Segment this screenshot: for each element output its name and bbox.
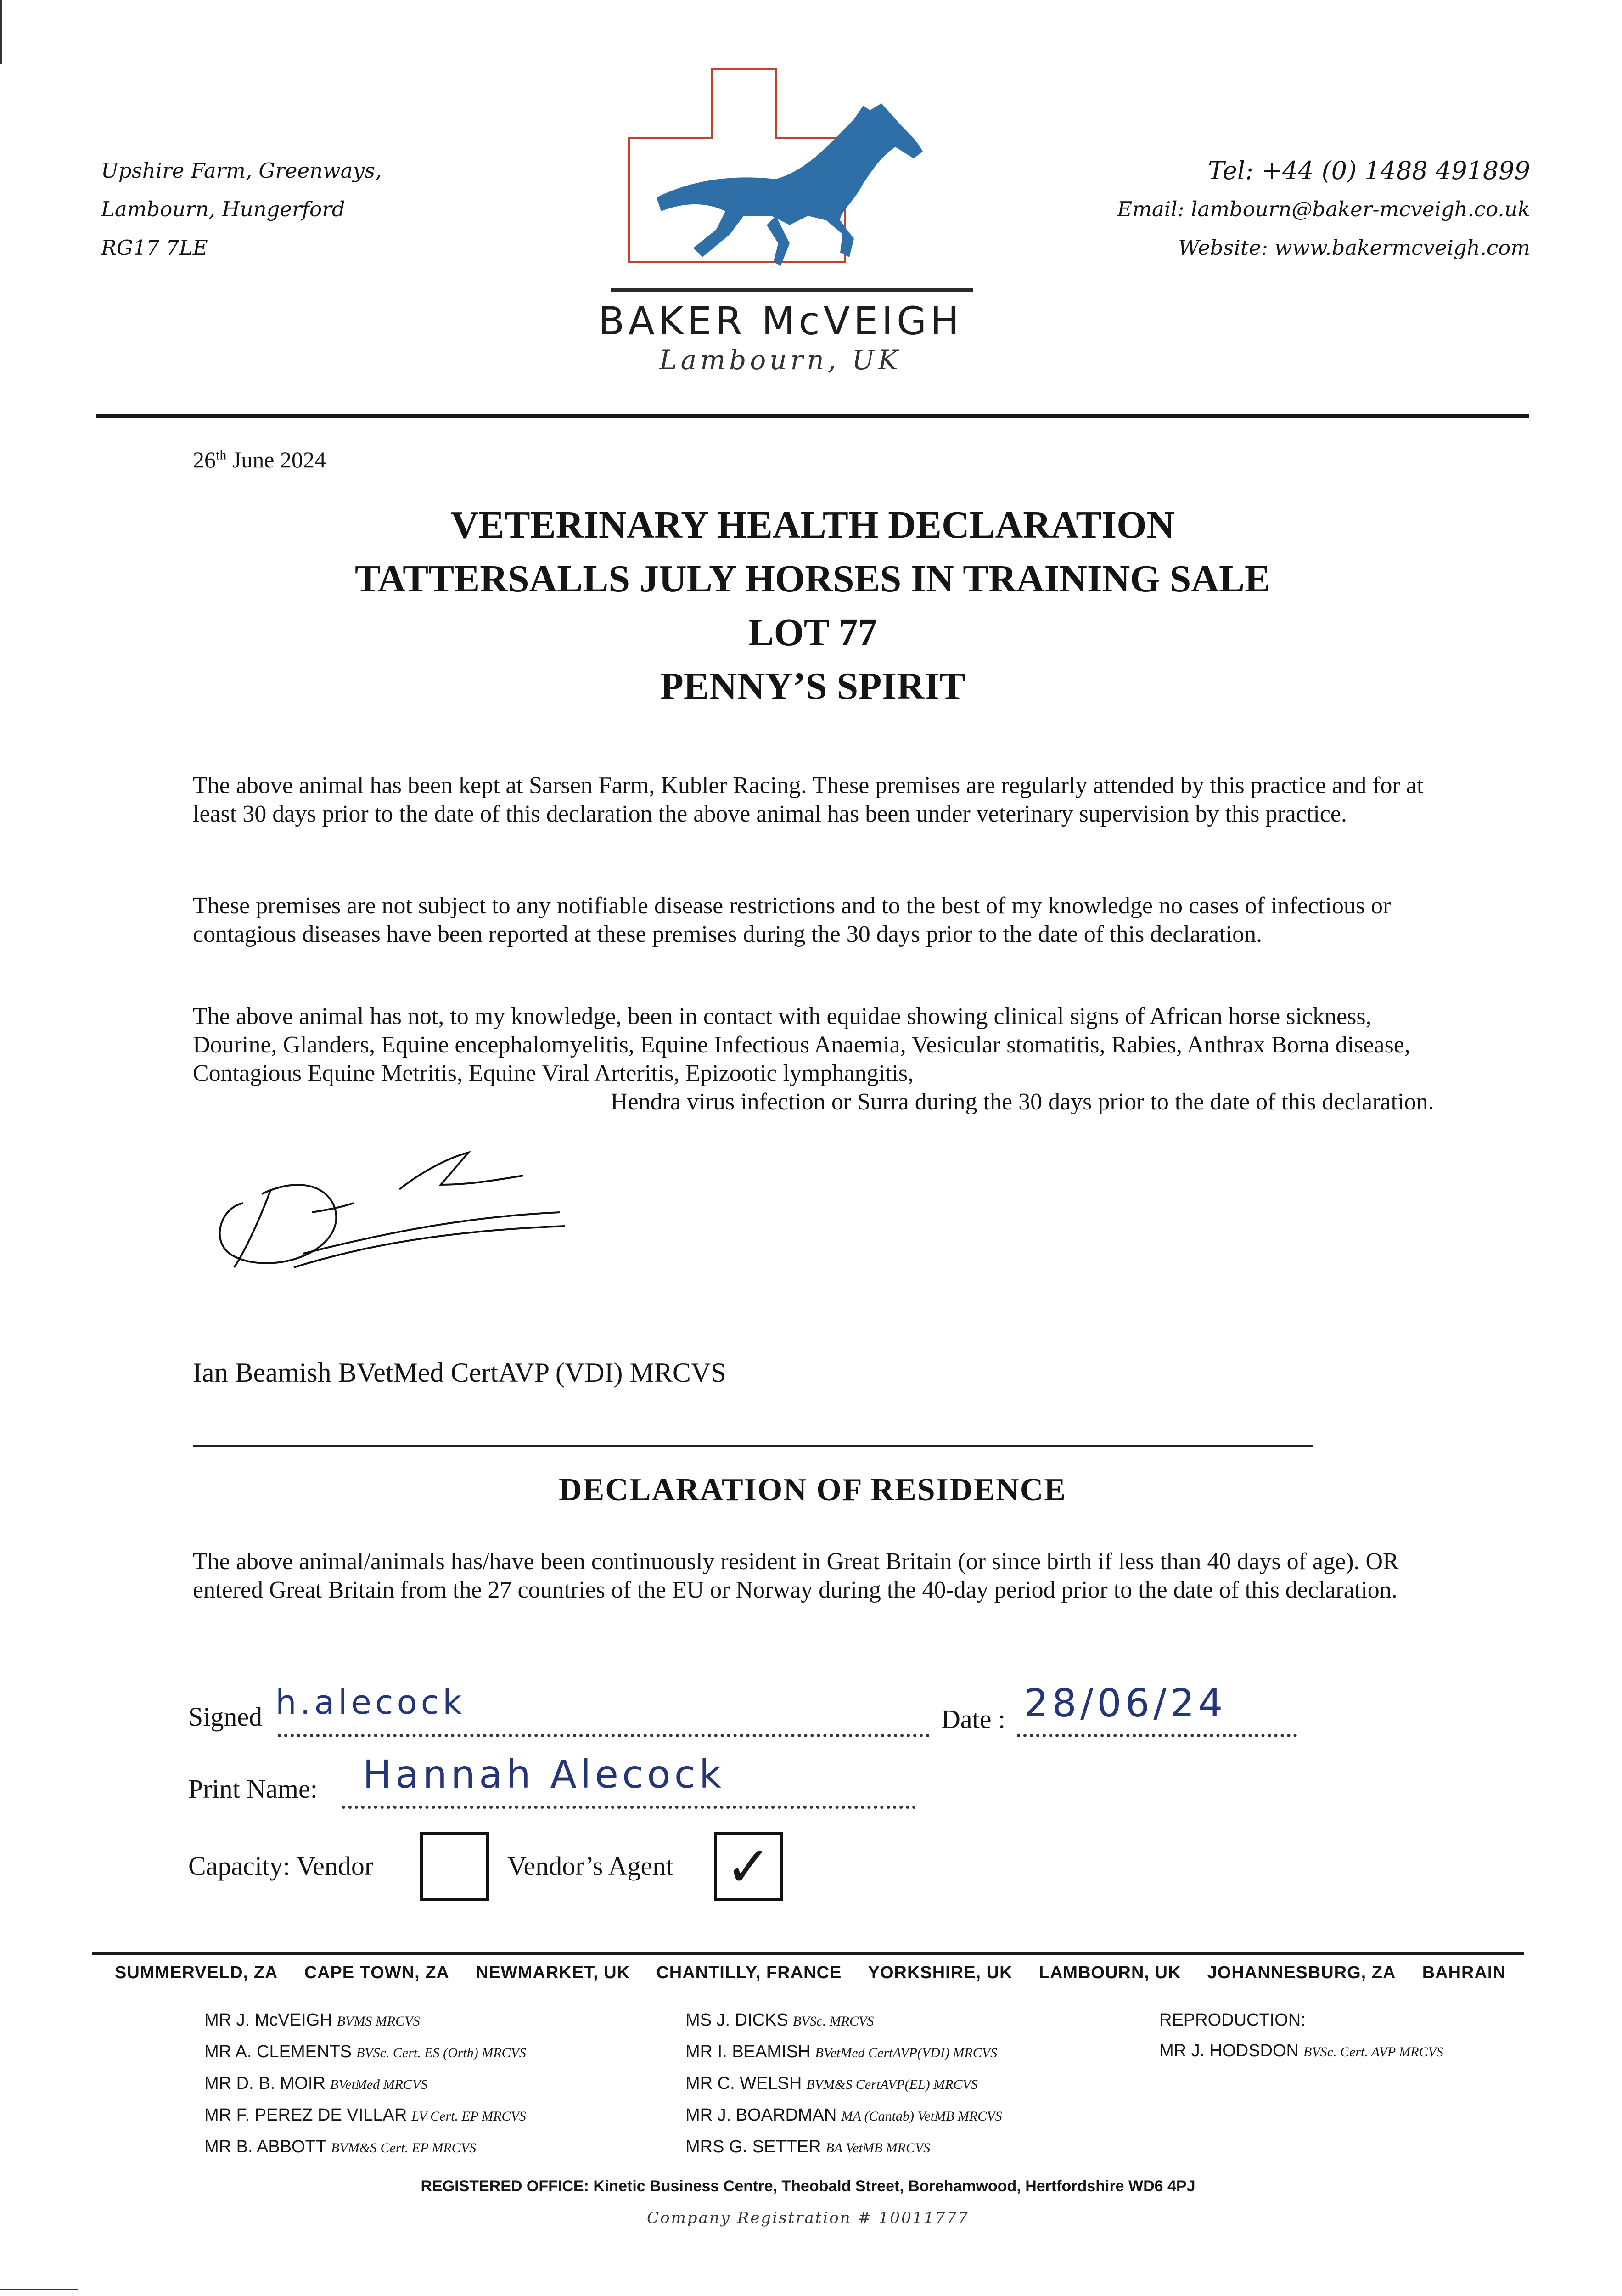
address-line: Upshire Farm, Greenways, — [101, 158, 382, 183]
section-divider — [193, 1445, 1313, 1447]
staff-name: MR F. PEREZ DE VILLAR — [204, 2105, 407, 2125]
staff-entry — [1159, 2036, 1443, 2067]
staff-qualification: BVetMed CertAVP(VDI) MRCVS — [815, 2045, 998, 2060]
staff-name: MR C. WELSH — [685, 2074, 802, 2093]
date-day: 26 — [193, 447, 216, 473]
scan-edge-mark — [0, 0, 2, 64]
title-line: LOT 77 — [748, 611, 877, 654]
staff-qualification: BVetMed MRCVS — [330, 2077, 428, 2092]
header-divider — [96, 414, 1529, 418]
location-item: SUMMERVELD, ZA — [115, 1963, 278, 1982]
date-line — [1017, 1734, 1297, 1737]
contact-email: Email: lambourn@baker-mcveigh.co.uk — [1117, 197, 1530, 221]
staff-qualification: BVM&S CertAVP(EL) MRCVS — [806, 2077, 978, 2092]
print-name-line — [342, 1806, 916, 1809]
staff-qualification: BVSc. Cert. AVP MRCVS — [1303, 2044, 1443, 2060]
capacity-label: Capacity: Vendor — [188, 1851, 374, 1881]
staff-column-1 — [204, 2005, 526, 2163]
title-line: PENNY’S SPIRIT — [660, 665, 965, 708]
staff-entry — [685, 2068, 1002, 2100]
location-item: YORKSHIRE, UK — [868, 1963, 1013, 1982]
staff-qualification: BVSc. Cert. ES (Orth) MRCVS — [356, 2045, 526, 2060]
brand-location: Lambourn, UK — [659, 344, 902, 376]
staff-entry — [204, 2132, 526, 2163]
paragraph-contact-continued: Hendra virus infection or Surra during the 30 days prior to the date of this declaration. — [611, 1089, 1434, 1115]
location-item: CHANTILLY, FRANCE — [656, 1963, 842, 1982]
staff-entry — [685, 2005, 1002, 2037]
registered-office: REGISTERED OFFICE: Kinetic Business Centre, Theobald Street, Borehamwood, Hertfordshire WD6 4PJ — [421, 2178, 1195, 2195]
date-suffix: th — [216, 447, 227, 463]
date-month-year: June 2024 — [226, 447, 326, 473]
staff-name: MR A. CLEMENTS — [204, 2042, 352, 2061]
staff-qualification: MA (Cantab) VetMB MRCVS — [841, 2109, 1002, 2124]
staff-qualification: BVM&S Cert. EP MRCVS — [331, 2140, 477, 2155]
location-item: BAHRAIN — [1422, 1963, 1506, 1982]
paragraph-restrictions: These premises are not subject to any notifiable disease restrictions and to the best of my knowledge no cases of infectious or contagious diseases have been reported at these premises during the 30 days prior to the date of this declaration. — [193, 893, 1391, 947]
vet-name: Ian Beamish BVetMed CertAVP (VDI) MRCVS — [193, 1357, 726, 1388]
staff-qualification: LV Cert. EP MRCVS — [411, 2109, 526, 2124]
staff-name: MR J. BOARDMAN — [685, 2105, 837, 2125]
document-title — [138, 498, 1487, 713]
location-item: NEWMARKET, UK — [476, 1963, 630, 1982]
staff-qualification: BA VetMB MRCVS — [825, 2140, 931, 2155]
contact-tel: Tel: +44 (0) 1488 491899 — [1208, 156, 1530, 185]
brand-name: BAKER McVEIGH — [598, 298, 963, 343]
date-value[interactable]: 28/06/24 — [1024, 1681, 1227, 1726]
address-line: RG17 7LE — [101, 236, 208, 260]
staff-entry — [204, 2037, 526, 2068]
title-line: TATTERSALLS JULY HORSES IN TRAINING SALE — [354, 557, 1271, 600]
footer-divider — [92, 1952, 1524, 1955]
scan-edge-mark — [0, 2289, 78, 2290]
staff-entry — [685, 2037, 1002, 2068]
address-line: Lambourn, Hungerford — [101, 197, 345, 221]
staff-entry — [685, 2132, 1002, 2163]
staff-column-3 — [1159, 2005, 1443, 2067]
contact-info — [1117, 152, 1530, 267]
staff-name: MR B. ABBOTT — [204, 2137, 327, 2156]
staff-column-2 — [685, 2005, 1002, 2163]
declaration-date — [193, 446, 326, 473]
vendor-checkbox[interactable] — [420, 1832, 489, 1901]
print-name-value[interactable]: Hannah Alecock — [363, 1752, 725, 1797]
staff-entry — [204, 2068, 526, 2100]
company-registration: Company Registration # 10011777 — [647, 2209, 969, 2227]
contact-website: Website: www.bakermcveigh.com — [1178, 236, 1530, 260]
print-name-label: Print Name: — [188, 1774, 318, 1804]
staff-name: MR J. HODSDON — [1159, 2041, 1299, 2060]
date-label: Date : — [941, 1704, 1006, 1734]
location-item: CAPE TOWN, ZA — [304, 1963, 449, 1982]
baker-mcveigh-logo — [624, 64, 973, 285]
staff-entry — [685, 2100, 1002, 2132]
residence-title: DECLARATION OF RESIDENCE — [559, 1472, 1066, 1508]
brand-underline — [611, 288, 973, 292]
location-item: LAMBOURN, UK — [1038, 1963, 1181, 1982]
residence-paragraph: The above animal/animals has/have been continuously resident in Great Britain (or since birth if less than 40 days of age). OR entered Great Britain from the 27 countries of the EU or Norway during the 40-day period prior to the date of this declaration. — [193, 1548, 1399, 1603]
staff-name: MS J. DICKS — [685, 2010, 788, 2030]
vet-signature — [202, 1134, 578, 1300]
location-item: JOHANNESBURG, ZA — [1207, 1963, 1396, 1982]
paragraph-premises: The above animal has been kept at Sarsen Farm, Kubler Racing. These premises are regularly attended by this practice and for at least 30 days prior to the date of this declaration the above animal has been under veterinary supervision by this practice. — [193, 772, 1424, 827]
signed-line — [278, 1734, 930, 1737]
vendor-agent-label: Vendor’s Agent — [507, 1851, 673, 1881]
staff-name: MR I. BEAMISH — [685, 2042, 811, 2061]
check-mark-icon: ✓ — [725, 1835, 772, 1899]
practice-address — [101, 152, 382, 267]
staff-entry — [204, 2005, 526, 2037]
handwritten-signature-icon — [202, 1134, 578, 1300]
vendor-agent-checkbox[interactable] — [714, 1832, 783, 1901]
office-locations — [115, 1963, 1506, 1983]
signed-value[interactable]: h.alecock — [275, 1683, 466, 1722]
title-line: VETERINARY HEALTH DECLARATION — [450, 504, 1175, 546]
staff-qualification: BVSc. MRCVS — [792, 2014, 874, 2029]
staff-qualification: BVMS MRCVS — [337, 2014, 420, 2029]
paragraph-contact: The above animal has not, to my knowledge, been in contact with equidae showing clinical signs of African horse sickness, Dourine, Glanders, Equine encephalomyelitis, Equine Infectious Anaemia, Vesicular stomatitis, Rabies, Anthrax Borna disease, Contagious Equine Metritis, Equine Viral Arteritis, Epizootic lymphangitis, — [193, 1003, 1410, 1086]
staff-name: MR D. B. MOIR — [204, 2074, 326, 2093]
reproduction-heading: REPRODUCTION: — [1159, 2010, 1306, 2030]
staff-name: MR J. McVEIGH — [204, 2010, 332, 2030]
cross-horse-logo-icon — [624, 64, 973, 285]
signed-label: Signed — [188, 1702, 263, 1732]
staff-entry — [204, 2100, 526, 2132]
staff-name: MRS G. SETTER — [685, 2137, 821, 2156]
